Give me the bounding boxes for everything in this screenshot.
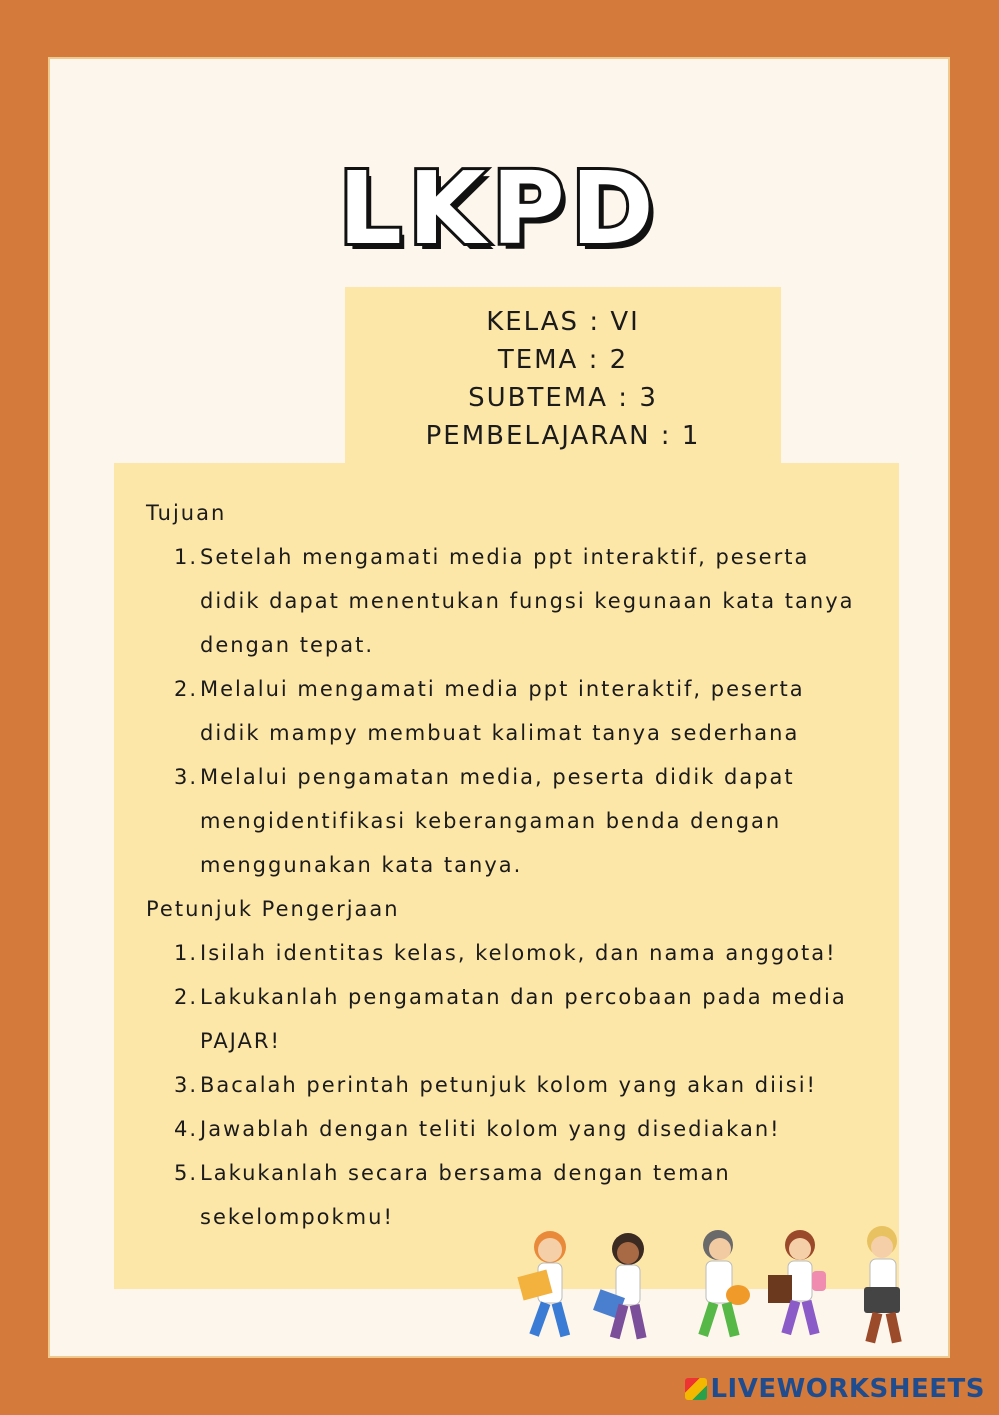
item-text: Bacalah perintah petunjuk kolom yang akan diisi! <box>200 1073 817 1097</box>
info-subtema: SUBTEMA : 3 <box>468 383 658 413</box>
info-kelas: KELAS : VI <box>486 307 640 337</box>
item-number: 3. <box>173 1073 198 1097</box>
tujuan-heading: Tujuan <box>146 501 227 525</box>
student-figure-2 <box>593 1233 647 1339</box>
info-pembelajaran: PEMBELAJARAN : 1 <box>425 421 701 451</box>
item-text: Lakukanlah secara bersama dengan teman sekelompokmu! <box>200 1161 731 1229</box>
list-item <box>146 667 869 755</box>
liveworksheets-logo-icon <box>685 1378 707 1400</box>
item-number: 2. <box>173 677 198 701</box>
item-text: Jawablah dengan teliti kolom yang disediakan! <box>200 1117 781 1141</box>
item-text: Isilah identitas kelas, kelomok, dan nama anggota! <box>200 941 837 965</box>
item-number: 4. <box>173 1117 198 1141</box>
content-panel <box>114 463 899 1289</box>
tujuan-list <box>146 535 869 887</box>
info-tema: TEMA : 2 <box>497 345 629 375</box>
item-number: 3. <box>173 765 198 789</box>
list-item <box>146 1063 869 1107</box>
student-figure-5 <box>864 1226 902 1343</box>
item-text: Melalui mengamati media ppt interaktif, peserta didik mampy membuat kalimat tanya sederhana <box>200 677 805 745</box>
list-item <box>146 1107 869 1151</box>
item-text: Melalui pengamatan media, peserta didik dapat mengidentifikasi keberangaman benda dengan menggunakan kata tanya. <box>200 765 795 877</box>
students-illustration <box>510 1225 920 1355</box>
liveworksheets-brand <box>685 1374 985 1404</box>
petunjuk-heading: Petunjuk Pengerjaan <box>146 897 400 921</box>
item-text: Setelah mengamati media ppt interaktif, peserta didik dapat menentukan fungsi kegunaan kata tanya dengan tepat. <box>200 545 855 657</box>
student-figure-1 <box>517 1231 570 1337</box>
list-item <box>146 535 869 667</box>
list-item <box>146 931 869 975</box>
item-number: 1. <box>173 941 198 965</box>
list-item <box>146 755 869 887</box>
item-number: 2. <box>173 985 198 1009</box>
page-title: LKPD <box>338 150 660 267</box>
student-figure-4 <box>768 1230 826 1335</box>
item-number: 1. <box>173 545 198 569</box>
brand-text: LIVEWORKSHEETS <box>710 1374 985 1404</box>
item-number: 5. <box>173 1161 198 1185</box>
petunjuk-list <box>146 931 869 1239</box>
list-item <box>146 975 869 1063</box>
student-figure-3 <box>698 1230 750 1337</box>
item-text: Lakukanlah pengamatan dan percobaan pada media PAJAR! <box>200 985 847 1053</box>
